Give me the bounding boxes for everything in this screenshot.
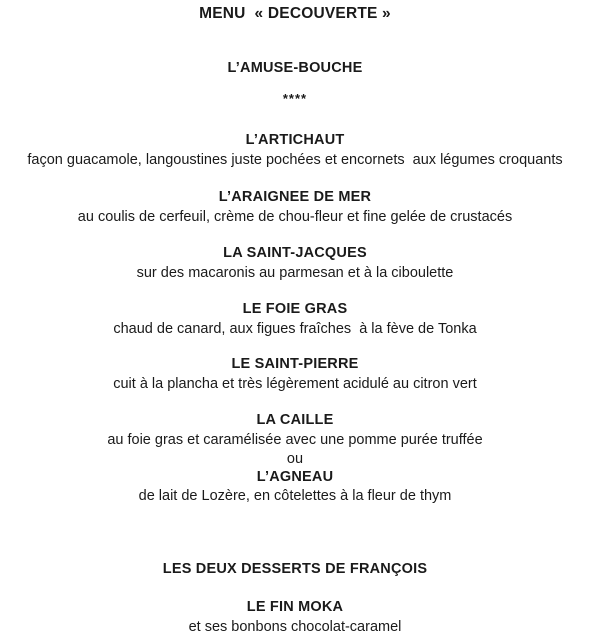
dish-description: chaud de canard, aux figues fraîches à la fève de Tonka [113, 321, 477, 337]
menu-title: MENU « DECOUVERTE » [199, 5, 391, 22]
dish-name: L’ARAIGNEE DE MER [218, 189, 372, 205]
dish-description: sur des macaronis au parmesan et à la ciboulette [136, 265, 454, 281]
menu-body [0, 58, 590, 637]
dish-name: LES DEUX DESSERTS DE FRANÇOIS [162, 561, 428, 577]
dish-description: cuit à la plancha et très légèrement acidulé au citron vert [113, 376, 477, 392]
dish-name: L’AMUSE-BOUCHE [227, 60, 363, 76]
dish-description: de lait de Lozère, en côtelettes à la fleur de thym [138, 488, 452, 504]
dish-name: LE FOIE GRAS [242, 301, 348, 317]
dish-description: et ses bonbons chocolat-caramel [188, 619, 402, 635]
dish-name: LE SAINT-PIERRE [231, 356, 359, 372]
dish-description: façon guacamole, langoustines juste pochées et encornets aux légumes croquants [27, 152, 563, 168]
stars-separator: **** [282, 91, 308, 106]
dish-name: LA CAILLE [256, 412, 334, 428]
dish-name: L’ARTICHAUT [245, 132, 345, 148]
dish-description: au coulis de cerfeuil, crème de chou-fleur et fine gelée de crustacés [77, 209, 513, 225]
dish-name: LE FIN MOKA [246, 599, 344, 615]
dish-name: LA SAINT-JACQUES [223, 245, 367, 261]
or-separator: ou [286, 451, 304, 467]
dish-name: L’AGNEAU [256, 469, 334, 485]
dish-description: au foie gras et caramélisée avec une pomme purée truffée [107, 432, 483, 448]
